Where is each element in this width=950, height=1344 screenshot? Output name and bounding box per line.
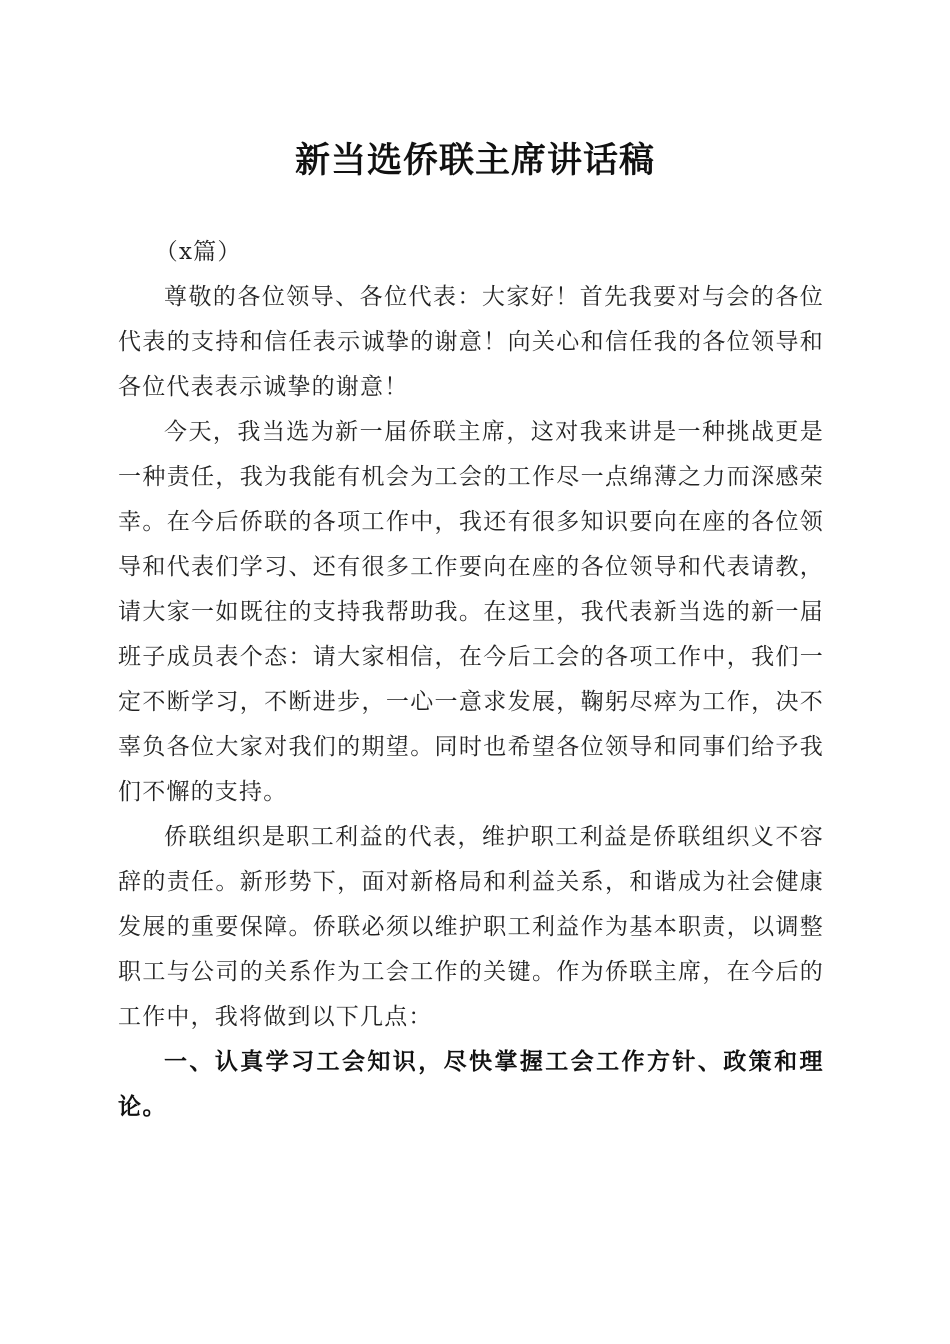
section-heading-one: 一、认真学习工会知识，尽快掌握工会工作方针、政策和理论。 xyxy=(118,1049,824,1120)
edition-note: （x篇） xyxy=(154,239,242,265)
responsibility-paragraph: 侨联组织是职工利益的代表，维护职工利益是侨联组织义不容辞的责任。新形势下，面对新格局和利益关系，和谐成为社会健康发展的重要保障。侨联必须以维护职工利益作为基本职责，以调整职工与公司的关系作为工会工作的关键。作为侨联主席，在今后的工作中，我将做到以下几点： xyxy=(118,824,824,1030)
election-paragraph: 今天，我当选为新一届侨联主席，这对我来讲是一种挑战更是一种责任，我为我能有机会为工会的工作尽一点绵薄之力而深感荣幸。在今后侨联的各项工作中，我还有很多知识要向在座的各位领导和代表们学习、还有很多工作要向在座的各位领导和代表请教，请大家一如既往的支持我帮助我。在这里，我代表新当选的新一届班子成员表个态：请大家相信，在今后工会的各项工作中，我们一定不断学习，不断进步，一心一意求发展，鞠躬尽瘁为工作，决不辜负各位大家对我们的期望。同时也希望各位领导和同事们给予我们不懈的支持。 xyxy=(118,419,824,805)
greeting-paragraph: 尊敬的各位领导、各位代表：大家好！首先我要对与会的各位代表的支持和信任表示诚挚的谢意！向关心和信任我的各位领导和各位代表表示诚挚的谢意！ xyxy=(118,284,824,400)
document-body xyxy=(118,230,824,1130)
document-title: 新当选侨联主席讲话稿 xyxy=(294,140,655,181)
